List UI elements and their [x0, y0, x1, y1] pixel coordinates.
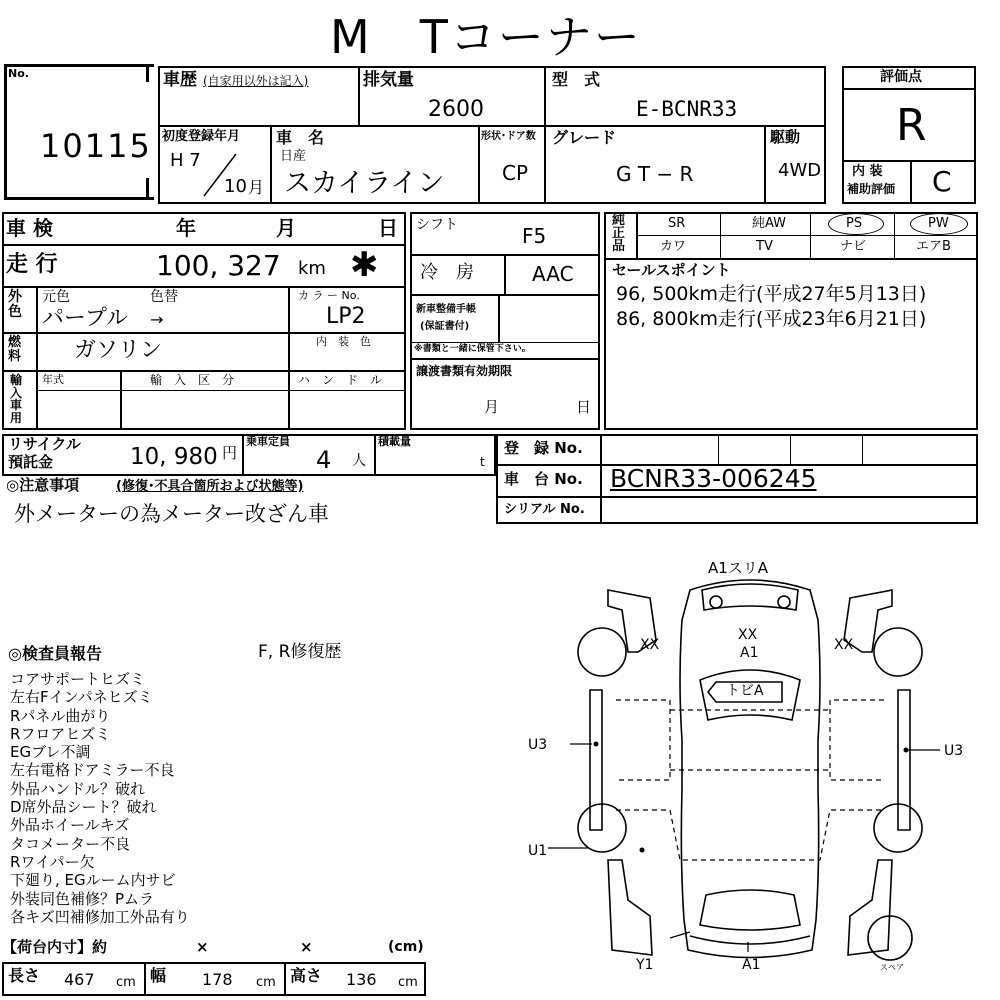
color-orig-label: 元色: [42, 289, 70, 305]
engine-value: 2600: [428, 97, 484, 122]
load-label: 積載量: [378, 435, 411, 448]
recycle-unit: 円: [222, 444, 238, 462]
fuel-value: ガソリン: [74, 338, 163, 363]
shape-label: 形状･ドア数: [481, 131, 536, 142]
equip-sr: SR: [668, 216, 686, 231]
inspector-item: D席外品シート？破れ: [10, 798, 157, 817]
import-label: 輸入車用: [10, 373, 23, 425]
first-reg-month: 10: [224, 176, 247, 197]
chassis-value: BCNR33-006245: [610, 464, 817, 493]
length-value: 467: [64, 970, 95, 989]
diagram-tobi: トビA: [726, 683, 764, 699]
inspector-item: Rパネル曲がり: [10, 706, 111, 725]
car-name-label: 車 名: [276, 128, 325, 147]
mileage-value: 100, 327: [156, 249, 281, 282]
color-change-label: 色替: [150, 289, 178, 305]
registration-label: 登 録 No.: [504, 439, 583, 457]
inspector-item: 外装同色補修？Pムラ: [10, 889, 155, 908]
shape-value: CP: [502, 161, 529, 185]
capacity-value: 4: [316, 446, 332, 474]
color-orig-value: パープル: [42, 306, 129, 331]
color-label: 外色: [8, 289, 22, 321]
inspector-item: 外品ハンドル？破れ: [10, 779, 146, 798]
equip-leather: カワ: [660, 239, 687, 254]
diagram-u3-left: U3: [528, 737, 548, 753]
shaken-month: 月: [276, 216, 296, 240]
model-label: 型 式: [552, 70, 601, 89]
equipment-label: 純正品: [612, 213, 626, 254]
page-title: M Tコーナー: [330, 10, 642, 64]
import-year-label: 年式: [42, 373, 64, 386]
fuel-label: 燃料: [8, 335, 22, 364]
first-reg-year: H 7: [170, 150, 201, 171]
diagram-xx-center: XX: [738, 627, 758, 643]
interior-value: C: [932, 165, 952, 198]
inspector-item: コアサポートヒズミ: [10, 670, 146, 688]
warranty-label-2: (保証書付): [420, 321, 470, 332]
diagram-y1: Y1: [636, 957, 654, 973]
sales-point-line-2: 86, 800km走行(平成23年6月21日): [616, 308, 927, 330]
inspector-item: タコメーター不良: [10, 834, 131, 853]
notes-value: 外メーターの為メーター改ざん車: [14, 502, 329, 526]
history-note: (自家用以外は記入): [203, 74, 309, 88]
equip-ps: PS: [846, 216, 863, 231]
inspector-item: EGブレ不調: [10, 743, 91, 762]
inspector-item: 各キズ凹補修加工外品有り: [10, 907, 190, 926]
interior-label-2: 補助評価: [847, 182, 896, 196]
car-name-value: スカイライン: [284, 168, 445, 199]
transfer-day: 日: [576, 398, 592, 416]
warranty-note: ※書類と一緒に保管下さい。: [414, 344, 531, 354]
inspector-item: Rワイパー欠: [10, 852, 95, 871]
ac-label: 冷 房: [420, 262, 474, 283]
capacity-unit: 人: [352, 453, 366, 469]
width-unit: cm: [256, 975, 276, 990]
diagram-xx-left: XX: [640, 637, 660, 653]
lot-number-value: 10115: [40, 127, 152, 165]
inspector-item: 外品ホイールキズ: [10, 816, 130, 835]
inspector-item: Rフロアヒズミ: [10, 724, 111, 743]
cargo-label: 【荷台内寸】約: [2, 938, 108, 956]
equip-tv: TV: [756, 239, 773, 254]
inspector-label: ◎検査員報告: [8, 644, 102, 663]
transfer-label: 譲渡書類有効期限: [416, 364, 513, 378]
import-handle-label: ハ ン ド ル: [298, 373, 383, 387]
equip-aw: 純AW: [752, 216, 787, 231]
ac-value: AAC: [532, 262, 574, 286]
warranty-label-1: 新車整備手帳: [416, 304, 476, 315]
equip-airbag: エアB: [916, 239, 951, 254]
diagram-u1: U1: [528, 843, 548, 859]
grade-label: グレード: [552, 128, 617, 147]
inspector-items: [10, 670, 190, 926]
diagram-a1-center: A1: [740, 645, 759, 661]
color-arrow: →: [150, 310, 164, 329]
cargo-unit: (cm): [388, 939, 424, 955]
car-diagram: [520, 560, 990, 990]
drive-label: 駆動: [770, 128, 801, 146]
first-reg-month-unit: 月: [248, 178, 265, 197]
shaken-year: 年: [176, 216, 196, 240]
color-code-value: LP2: [326, 304, 366, 329]
width-label: 幅: [150, 966, 167, 985]
mileage-mark: ✱: [350, 245, 379, 285]
serial-label: シリアル No.: [504, 502, 585, 517]
inspector-repair: F, R修復歴: [258, 642, 342, 662]
equip-pw: PW: [928, 216, 949, 231]
interior-color-label: 内 装 色: [316, 335, 371, 348]
grade-value: G T − R: [616, 162, 694, 186]
length-label: 長さ: [8, 966, 41, 985]
shift-label: シフト: [416, 217, 458, 233]
mileage-unit: km: [298, 258, 326, 279]
diagram-u3-right: U3: [944, 743, 964, 759]
inspector-item: 左右Fインパネヒズミ: [10, 688, 153, 707]
drive-value: 4WD: [778, 160, 822, 181]
diagram-a1-suri: A1スリA: [708, 559, 769, 577]
history-label: 車歴: [163, 70, 197, 90]
recycle-value: 10, 980: [130, 444, 218, 470]
shaken-label: 車 検: [6, 216, 53, 240]
lot-number-label: No.: [8, 67, 29, 80]
engine-label: 排気量: [363, 70, 414, 90]
height-label: 高さ: [290, 966, 323, 985]
diagram-a1-bottom: A1: [742, 957, 761, 973]
load-unit: t: [480, 455, 485, 469]
inspector-item: 下廻り, EGルーム内サビ: [10, 871, 176, 890]
inspector-item: 左右電格ドアミラー不良: [10, 761, 175, 780]
length-unit: cm: [116, 975, 136, 990]
sales-point-label: セールスポイント: [612, 261, 731, 279]
height-value: 136: [346, 970, 377, 989]
shift-value: F5: [522, 224, 547, 248]
shaken-day: 日: [378, 216, 398, 240]
notes-sub: (修復･不具合箇所および状態等): [116, 479, 304, 494]
cargo-x2: ×: [300, 938, 313, 956]
equip-navi: ナビ: [840, 239, 867, 254]
car-maker: 日産: [280, 149, 307, 164]
first-reg-label: 初度登録年月: [162, 129, 241, 144]
diagram-spare: スペア: [880, 963, 904, 972]
diagram-xx-right: XX: [834, 637, 854, 653]
transfer-month: 月: [484, 398, 500, 416]
recycle-label-1: リサイクル: [8, 435, 81, 453]
rating-value: R: [896, 100, 927, 151]
capacity-label: 乗車定員: [246, 435, 290, 448]
import-class-label: 輸 入 区 分: [150, 373, 235, 387]
model-value: E-BCNR33: [636, 97, 738, 121]
recycle-label-2: 預託金: [8, 453, 54, 471]
notes-label: ◎注意事項: [6, 476, 80, 494]
cargo-x1: ×: [196, 938, 209, 956]
color-code-label: カ ラ ー No.: [298, 289, 360, 302]
sales-point-line-1: 96, 500km走行(平成27年5月13日): [616, 283, 927, 305]
chassis-label: 車 台 No.: [504, 470, 583, 488]
width-value: 178: [202, 970, 233, 989]
mileage-label: 走 行: [6, 252, 58, 277]
rating-label: 評価点: [880, 69, 922, 85]
height-unit: cm: [398, 975, 418, 990]
interior-label-1: 内 装: [852, 164, 883, 179]
